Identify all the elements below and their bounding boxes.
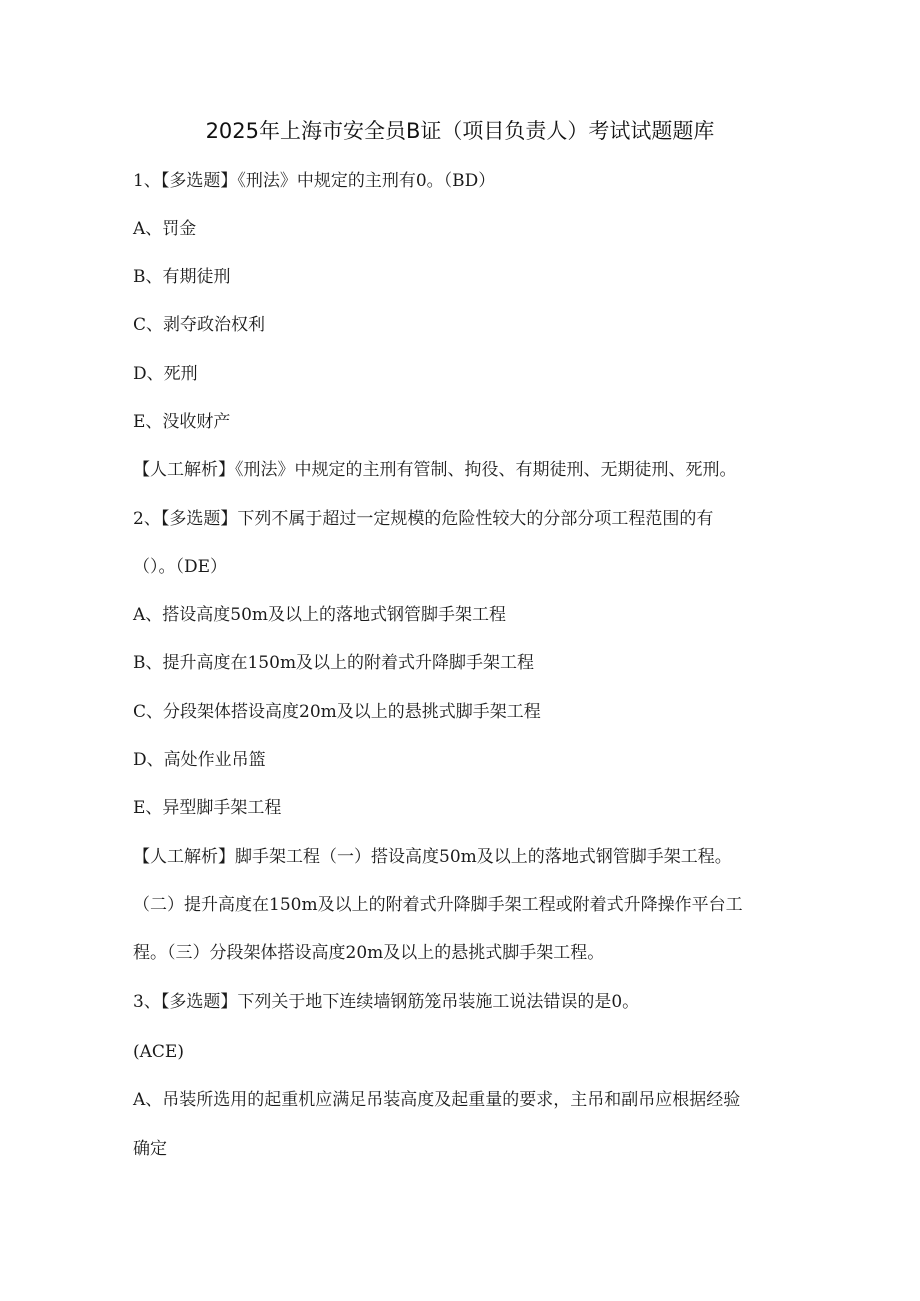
question-2-analysis: 【人工解析】脚手架工程（一）搭设高度50m及以上的落地式钢管脚手架工程。 [133, 847, 732, 867]
question-2-option-a: A、搭设高度50m及以上的落地式钢管脚手架工程 [133, 605, 507, 625]
question-2-stem: 2、【多选题】下列不属于超过一定规模的危险性较大的分部分项工程范围的有 [133, 509, 714, 529]
question-3-option-a: A、吊装所选用的起重机应满足吊装高度及起重量的要求，主吊和副吊应根据经验 [133, 1090, 741, 1110]
question-1-option-e: E、没收财产 [133, 412, 231, 432]
question-1-option-a: A、罚金 [133, 219, 197, 239]
question-1-option-c: C、剥夺政治权利 [133, 315, 266, 335]
question-1-option-b: B、有期徒刑 [133, 267, 231, 287]
question-3-answer: (ACE) [133, 1042, 184, 1062]
question-1-option-d: D、死刑 [133, 364, 198, 384]
question-1-stem: 1、【多选题】《刑法》中规定的主刑有0。（BD） [133, 171, 496, 191]
question-2-option-d: D、高处作业吊篮 [133, 750, 266, 770]
question-2-option-e: E、异型脚手架工程 [133, 798, 282, 818]
question-1-analysis: 【人工解析】《刑法》中规定的主刑有管制、拘役、有期徒刑、无期徒刑、死刑。 [133, 460, 737, 480]
question-2-analysis-end: 程。（三）分段架体搭设高度20m及以上的悬挑式脚手架工程。 [133, 943, 605, 963]
document-title: 2025年上海市安全员B证（项目负责人）考试试题题库 [205, 119, 715, 143]
question-2-option-c: C、分段架体搭设高度20m及以上的悬挑式脚手架工程 [133, 702, 541, 722]
question-3-option-a-continued: 确定 [133, 1139, 167, 1159]
question-2-option-b: B、提升高度在150m及以上的附着式升降脚手架工程 [133, 653, 535, 673]
question-3-stem: 3、【多选题】下列关于地下连续墙钢筋笼吊装施工说法错误的是0。 [133, 992, 640, 1012]
question-2-analysis-continued: （二）提升高度在150m及以上的附着式升降脚手架工程或附着式升降操作平台工 [133, 895, 743, 915]
question-2-stem-continued: （）。（DE） [133, 557, 228, 577]
